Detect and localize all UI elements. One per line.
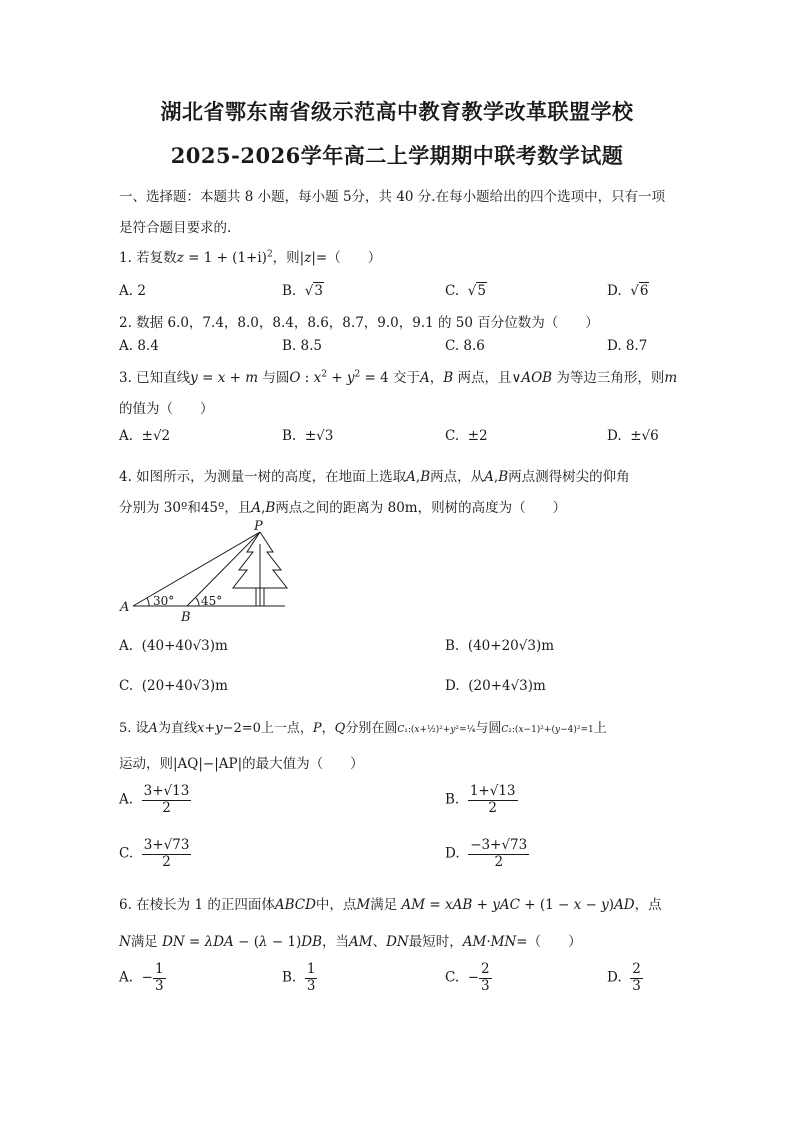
question-4: 4. 如图所示，为测量一树的高度，在地面上选取A,B两点，从A,B两点测得树尖的仰角 [119, 469, 630, 485]
q3-option-c[interactable]: C. ±2 [445, 428, 488, 444]
q1-option-b[interactable]: B. √3 [282, 283, 323, 299]
q6-option-a[interactable]: A. − $\frac{1}{3}$ [119, 961, 164, 994]
q3-option-b[interactable]: B. ±√3 [282, 428, 334, 444]
label-p: P [254, 519, 263, 534]
q3-option-d[interactable]: D. ±√6 [607, 428, 659, 444]
question-1: 1. 若复数$z = 1 + (1+i)^2$，则|z|=（ ） [119, 249, 382, 266]
exam-title-line2: 2025-2026学年高二上学期期中联考数学试题 [170, 143, 624, 168]
q5-option-d[interactable]: D. $\frac{-3+√73}{2}$ [445, 837, 528, 870]
q3-option-a[interactable]: A. ±√2 [119, 428, 171, 444]
q5-option-c[interactable]: C. $\frac{3+√73}{2}$ [119, 837, 190, 870]
section-instructions-cont: 是符合题目要求的. [119, 220, 232, 236]
tree-height-figure [115, 518, 295, 624]
q4-option-b[interactable]: B. (40+20√3)m [445, 638, 555, 654]
q5-option-b[interactable]: B. $\frac{1+√13}{2}$ [445, 783, 516, 816]
q6-option-c[interactable]: C. − $\frac{2}{3}$ [445, 961, 490, 994]
sight-line-b [187, 532, 260, 606]
q2-option-d[interactable]: D. 8.7 [607, 338, 648, 354]
question-3: 3. 已知直线y = x + m 与圆O : $x^2 + y^2 = 4$ 交于A，B 两点，且∨AOB 为等边三角形，则m [119, 369, 678, 386]
angle-label-30: 30° [153, 594, 175, 608]
q6-option-d[interactable]: D. $\frac{2}{3}$ [607, 961, 641, 994]
question-2: 2. 数据 6.0，7.4，8.0，8.4，8.6，8.7，9.0，9.1 的 50 百分位数为（ ） [119, 315, 599, 331]
q5-option-a[interactable]: A. $\frac{3+√13}{2}$ [119, 783, 190, 816]
question-4-cont: 分别为 30º和45º，且A,B两点之间的距离为 80m，则树的高度为（ ） [119, 500, 567, 516]
question-6-cont: N满足 DN = λDA − (λ − 1)DB，当AM、DN最短时，AM·MN=（ ） [119, 934, 582, 950]
q1-option-d[interactable]: D. √6 [607, 283, 649, 299]
question-5: 5. 设A为直线x+y−2=0上一点，P，Q分别在圆C₁:(x+½)²+y²=¼与圆C₂:(x−1)²+(y−4)²=1上 [119, 721, 607, 736]
q2-option-c[interactable]: C. 8.6 [445, 338, 485, 354]
q6-option-b[interactable]: B. $\frac{1}{3}$ [282, 961, 316, 994]
q1-option-c[interactable]: C. √5 [445, 283, 486, 299]
question-6: 6. 在棱长为 1 的正四面体ABCD中，点M满足 AM = xAB + yAC + (1 − x − y)AD，点 [119, 897, 662, 913]
q4-option-c[interactable]: C. (20+40√3)m [119, 678, 228, 694]
label-a: A [120, 600, 130, 615]
angle-arc-a [147, 598, 149, 606]
q1-option-a[interactable]: A. 2 [119, 283, 146, 299]
angle-label-45: 45° [201, 594, 223, 608]
q2-option-a[interactable]: A. 8.4 [119, 338, 159, 354]
section-instructions: 一、选择题：本题共 8 小题，每小题 5分，共 40 分.在每小题给出的四个选项中，只有一项 [119, 189, 666, 205]
q4-option-d[interactable]: D. (20+4√3)m [445, 678, 546, 694]
q2-option-b[interactable]: B. 8.5 [282, 338, 322, 354]
angle-arc-b [196, 598, 199, 606]
q4-option-a[interactable]: A. (40+40√3)m [119, 638, 228, 654]
exam-title-line1: 湖北省鄂东南省级示范高中教育教学改革联盟学校 [160, 99, 634, 124]
label-b: B [181, 610, 191, 624]
question-5-cont: 运动，则|AQ|−|AP|的最大值为（ ） [119, 756, 364, 772]
question-3-cont: 的值为（ ） [119, 401, 214, 417]
